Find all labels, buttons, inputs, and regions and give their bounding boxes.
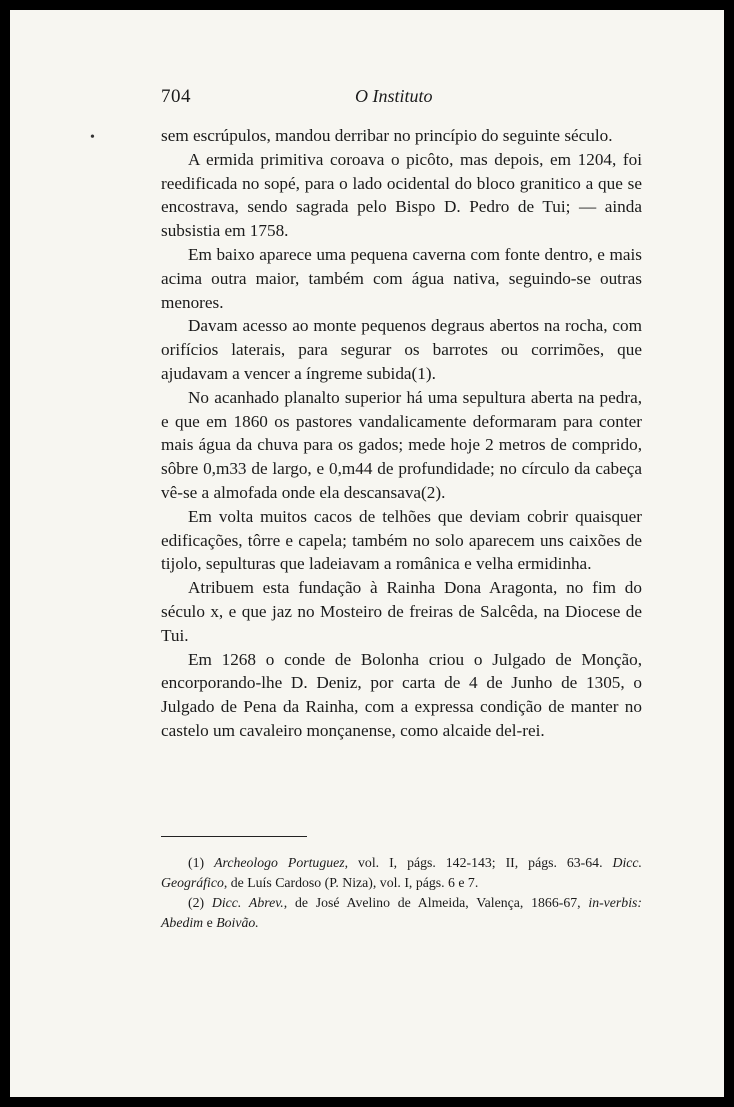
paragraph: Em baixo aparece uma pequena caverna com fonte dentro, e mais acima outra maior, também com água nativa, seguindo-se outras menores.	[161, 244, 642, 312]
footnote-term: Boivão.	[216, 915, 259, 930]
footnote-details: , de José Avelino de Almeida, Valença, 1866-67,	[283, 895, 581, 910]
book-page	[10, 10, 724, 1097]
footnote-marker: (2)	[188, 895, 205, 910]
footnote-2	[161, 893, 642, 933]
footnote-conjunction: e	[203, 915, 217, 930]
paragraph: No acanhado planalto superior há uma sepultura aberta na pedra, e que em 1860 os pastores vandalicamente deformaram para conter mais água da chuva para os gados; mede hoje 2 metros de comprido, sôbre 0,m33 de largo, e 0,m44 de profundidade; no círculo da cabeça vê-se a almofada onde ela descansava(2).	[161, 387, 642, 502]
footnotes	[161, 853, 642, 933]
running-title: O Instituto	[355, 86, 433, 106]
footnote-divider	[161, 836, 307, 837]
page-number: 704	[161, 86, 191, 107]
paragraph: A ermida primitiva coroava o picôto, mas depois, em 1204, foi reedificada no sopé, para o lado ocidental do bloco granitico a que se encostrava, sendo sagrada pelo Bispo D. Pedro de Tui; — ainda subsistia em 1758.	[161, 149, 642, 241]
footnote-details: , de Luís Cardoso (P. Niza), vol. I, págs. 6 e 7.	[223, 875, 479, 890]
main-text	[161, 124, 642, 743]
paragraph: sem escrúpulos, mandou derribar no princípio do seguinte século.	[161, 126, 613, 145]
footnote-details: , vol. I, págs. 142-143; II, págs. 63-64.	[344, 855, 603, 870]
footnote-source-title: Dicc. Abrev.	[211, 895, 284, 910]
footnote-source-title: Archeologo Portuguez	[214, 855, 345, 870]
paragraph: Em volta muitos cacos de telhões que deviam cobrir quaisquer edificações, tôrre e capela; também no solo aparecem uns caixões de tijolo, sepulturas que ladeiavam a românica e velha ermidinha.	[161, 506, 642, 574]
footnote-1	[161, 853, 642, 893]
footnote-in-verbis: in-verbis: Abedim	[161, 895, 642, 930]
footnote-marker: (1)	[188, 855, 205, 870]
footnote-source-title: Dicc. Geográfico	[161, 855, 642, 890]
page-header	[161, 86, 642, 110]
paragraph: Em 1268 o conde de Bolonha criou o Julgado de Monção, encorporando-lhe D. Deniz, por carta de 4 de Junho de 1305, o Julgado de Pena da Rainha, com a expressa condição de manter no castelo um cavaleiro monçanense, como alcaide del-rei.	[161, 649, 642, 740]
paragraph: Atribuem esta fundação à Rainha Dona Aragonta, no fim do século x, e que jaz no Mosteiro de freiras de Salcêda, na Diocese de Tui.	[161, 578, 642, 645]
paragraph: Davam acesso ao monte pequenos degraus abertos na rocha, com orifícios laterais, para segurar os barrotes ou corrimões, que ajudavam a vencer a íngreme subida(1).	[161, 316, 642, 383]
margin-mark: •	[90, 130, 95, 145]
